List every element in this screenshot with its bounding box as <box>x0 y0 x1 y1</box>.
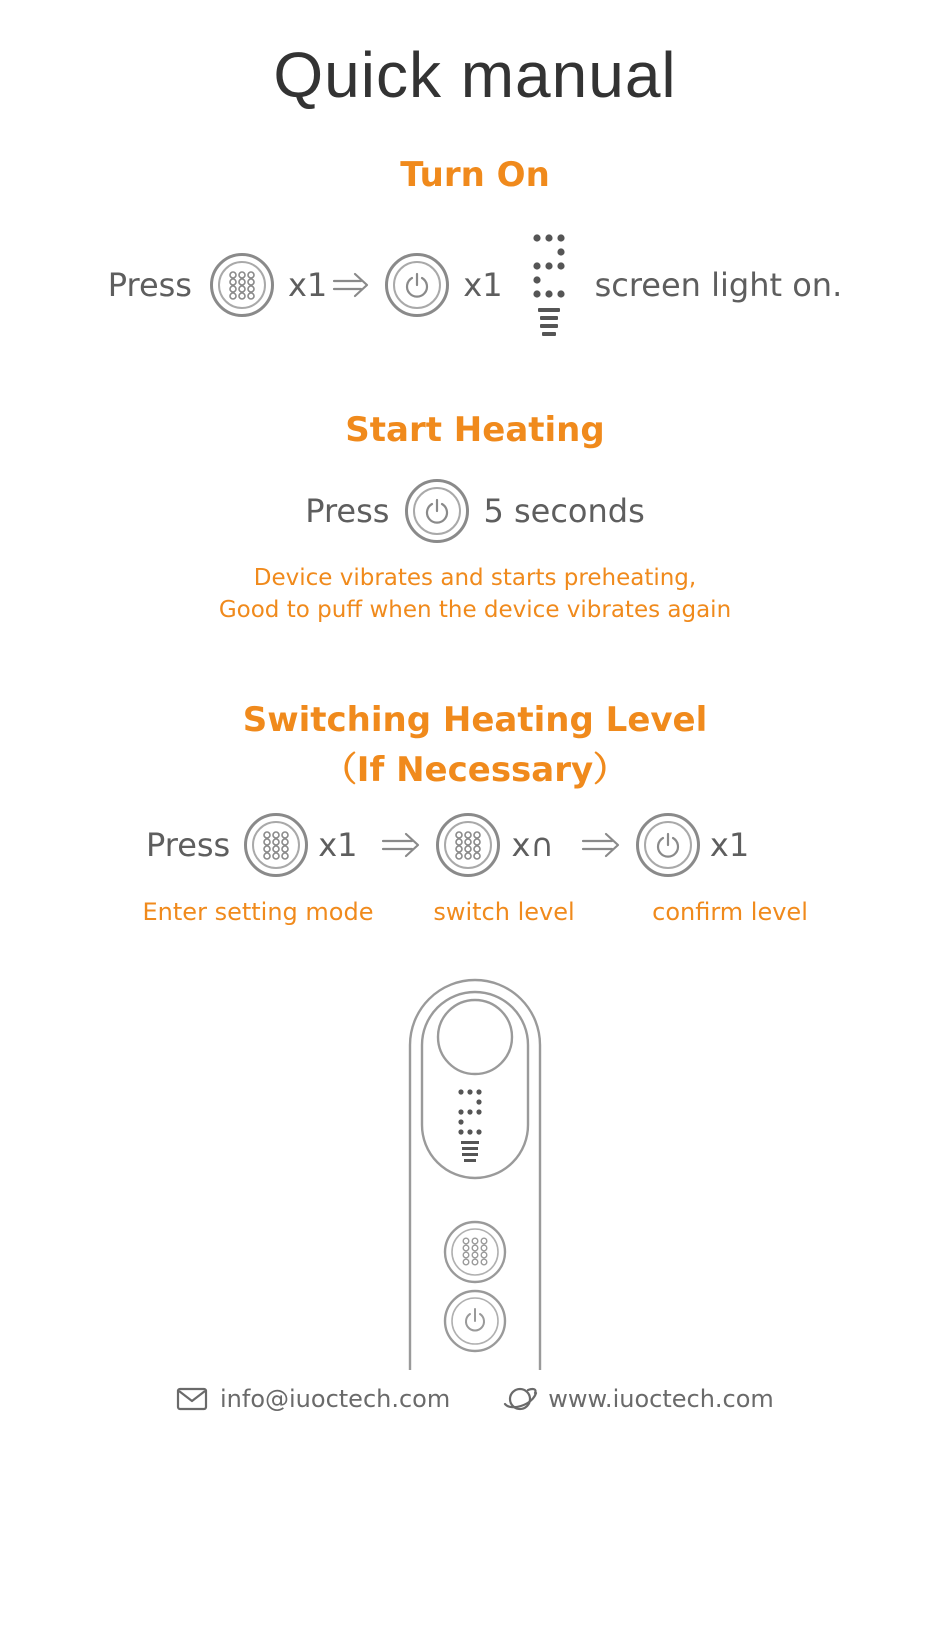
grid-button-icon <box>436 813 500 877</box>
press-label: Press <box>146 826 231 864</box>
count-xn: x∩ <box>511 826 554 864</box>
count-x1: x1 <box>463 266 503 304</box>
confirm-level-label: confirm level <box>652 898 808 926</box>
grid-button-icon <box>244 813 308 877</box>
device-illustration <box>400 975 550 1375</box>
start-heating-heading: Start Heating <box>345 410 605 450</box>
arrow-right-icon <box>580 830 624 860</box>
press-label: Press <box>107 266 192 304</box>
arrow-right-icon <box>380 830 424 860</box>
count-x1: x1 <box>318 826 358 864</box>
power-button-icon <box>405 479 469 543</box>
enter-setting-mode-label: Enter setting mode <box>142 898 374 926</box>
mail-icon <box>176 1386 208 1412</box>
email-text[interactable]: info@iuoctech.com <box>220 1385 451 1413</box>
power-button-icon <box>636 813 700 877</box>
screen-light-on-text: screen light on. <box>594 266 843 304</box>
count-x1: x1 <box>709 826 750 864</box>
duration-text: 5 seconds <box>483 492 645 530</box>
website-item[interactable] <box>502 1384 774 1414</box>
website-text[interactable]: www.iuoctech.com <box>548 1385 774 1413</box>
preheat-note-line1: Device vibrates and starts preheating, <box>253 565 697 591</box>
preheat-note-line2: Good to puff when the device vibrates again <box>218 597 732 623</box>
switching-row <box>146 812 749 878</box>
count-x1: x1 <box>287 266 328 304</box>
page-title: Quick manual <box>273 39 677 111</box>
switching-subheading: （If Necessary） <box>322 750 628 790</box>
arrow-right-icon <box>331 270 373 300</box>
turn-on-row <box>0 225 950 345</box>
email-item[interactable] <box>176 1385 450 1413</box>
footer <box>176 1384 774 1414</box>
press-label: Press <box>305 492 390 530</box>
dot-display-icon <box>529 230 573 340</box>
power-button-icon <box>385 253 449 317</box>
switching-heading: Switching Heating Level <box>242 700 708 740</box>
turn-on-heading: Turn On <box>400 155 550 195</box>
grid-button-icon <box>210 253 274 317</box>
globe-icon <box>502 1384 538 1414</box>
switch-level-label: switch level <box>433 898 575 926</box>
start-heating-row <box>0 476 950 546</box>
